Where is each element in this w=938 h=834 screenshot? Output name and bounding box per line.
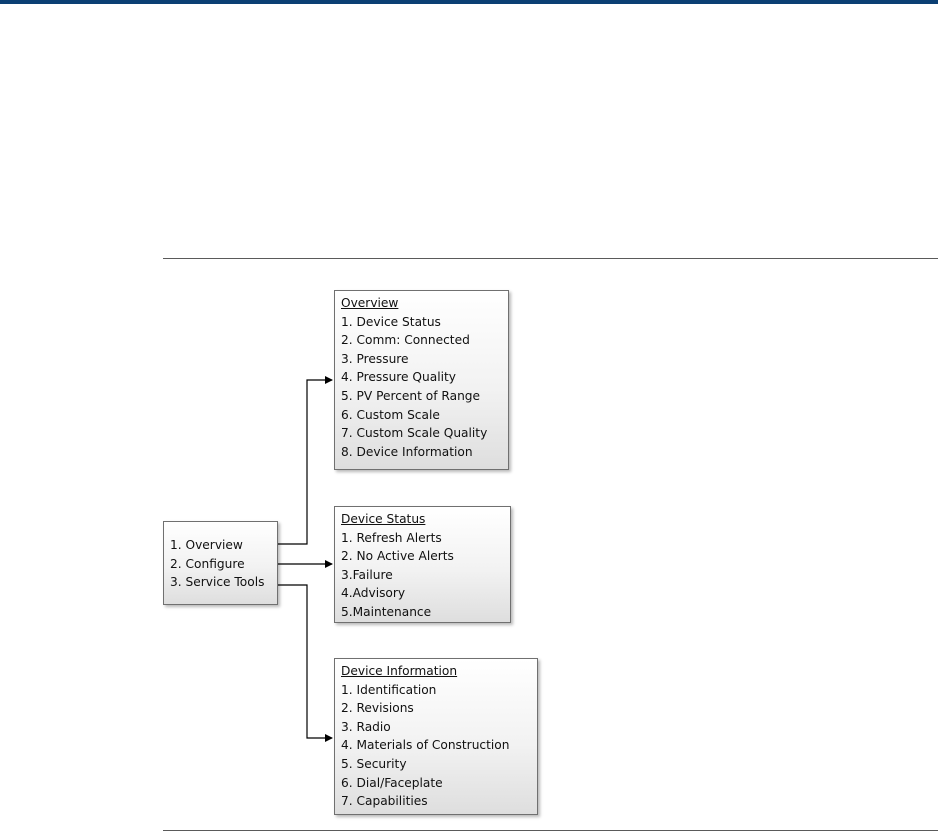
status-item-failure[interactable]: 3.Failure — [341, 567, 393, 582]
status-item-maintenance[interactable]: 5.Maintenance — [341, 604, 432, 619]
menu-item-overview[interactable]: 1. Overview — [170, 538, 243, 552]
device-information-menu-box — [334, 658, 538, 815]
device-status-menu-box — [334, 506, 511, 623]
overview-item-device-status[interactable]: 1. Device Status — [341, 314, 441, 329]
root-menu-box — [163, 521, 278, 605]
info-item-identification[interactable]: 1. Identification — [341, 682, 437, 697]
overview-item-pressure-quality[interactable]: 4. Pressure Quality — [341, 370, 456, 385]
overview-item-pv-percent[interactable]: 5. PV Percent of Range — [341, 388, 481, 403]
overview-item-custom-scale-quality[interactable]: 7. Custom Scale Quality — [341, 426, 488, 441]
info-item-materials[interactable]: 4. Materials of Construction — [341, 738, 510, 753]
menu-item-service-tools[interactable]: 3. Service Tools — [170, 575, 265, 590]
info-item-dial-faceplate[interactable]: 6. Dial/Faceplate — [341, 775, 443, 790]
overview-item-comm[interactable]: 2. Comm: Connected — [341, 333, 470, 348]
overview-menu-box — [334, 290, 509, 470]
overview-item-custom-scale[interactable]: 6. Custom Scale — [341, 407, 440, 422]
info-item-revisions[interactable]: 2. Revisions — [341, 701, 414, 716]
info-item-radio[interactable]: 3. Radio — [341, 719, 391, 734]
menu-item-configure[interactable]: 2. Configure — [170, 556, 245, 571]
overview-menu-title: Overview — [341, 296, 399, 310]
device-information-menu-title: Device Information — [341, 664, 458, 678]
overview-item-pressure[interactable]: 3. Pressure — [341, 351, 409, 366]
status-item-no-active-alerts[interactable]: 2. No Active Alerts — [341, 549, 454, 564]
status-item-refresh-alerts[interactable]: 1. Refresh Alerts — [341, 530, 442, 545]
connector-to-overview — [278, 380, 332, 544]
status-item-advisory[interactable]: 4.Advisory — [341, 586, 406, 601]
connector-to-device-information — [278, 585, 332, 738]
info-item-security[interactable]: 5. Security — [341, 756, 407, 771]
overview-item-device-information[interactable]: 8. Device Information — [341, 444, 473, 459]
info-item-capabilities[interactable]: 7. Capabilities — [341, 794, 428, 809]
device-status-menu-title: Device Status — [341, 512, 426, 526]
